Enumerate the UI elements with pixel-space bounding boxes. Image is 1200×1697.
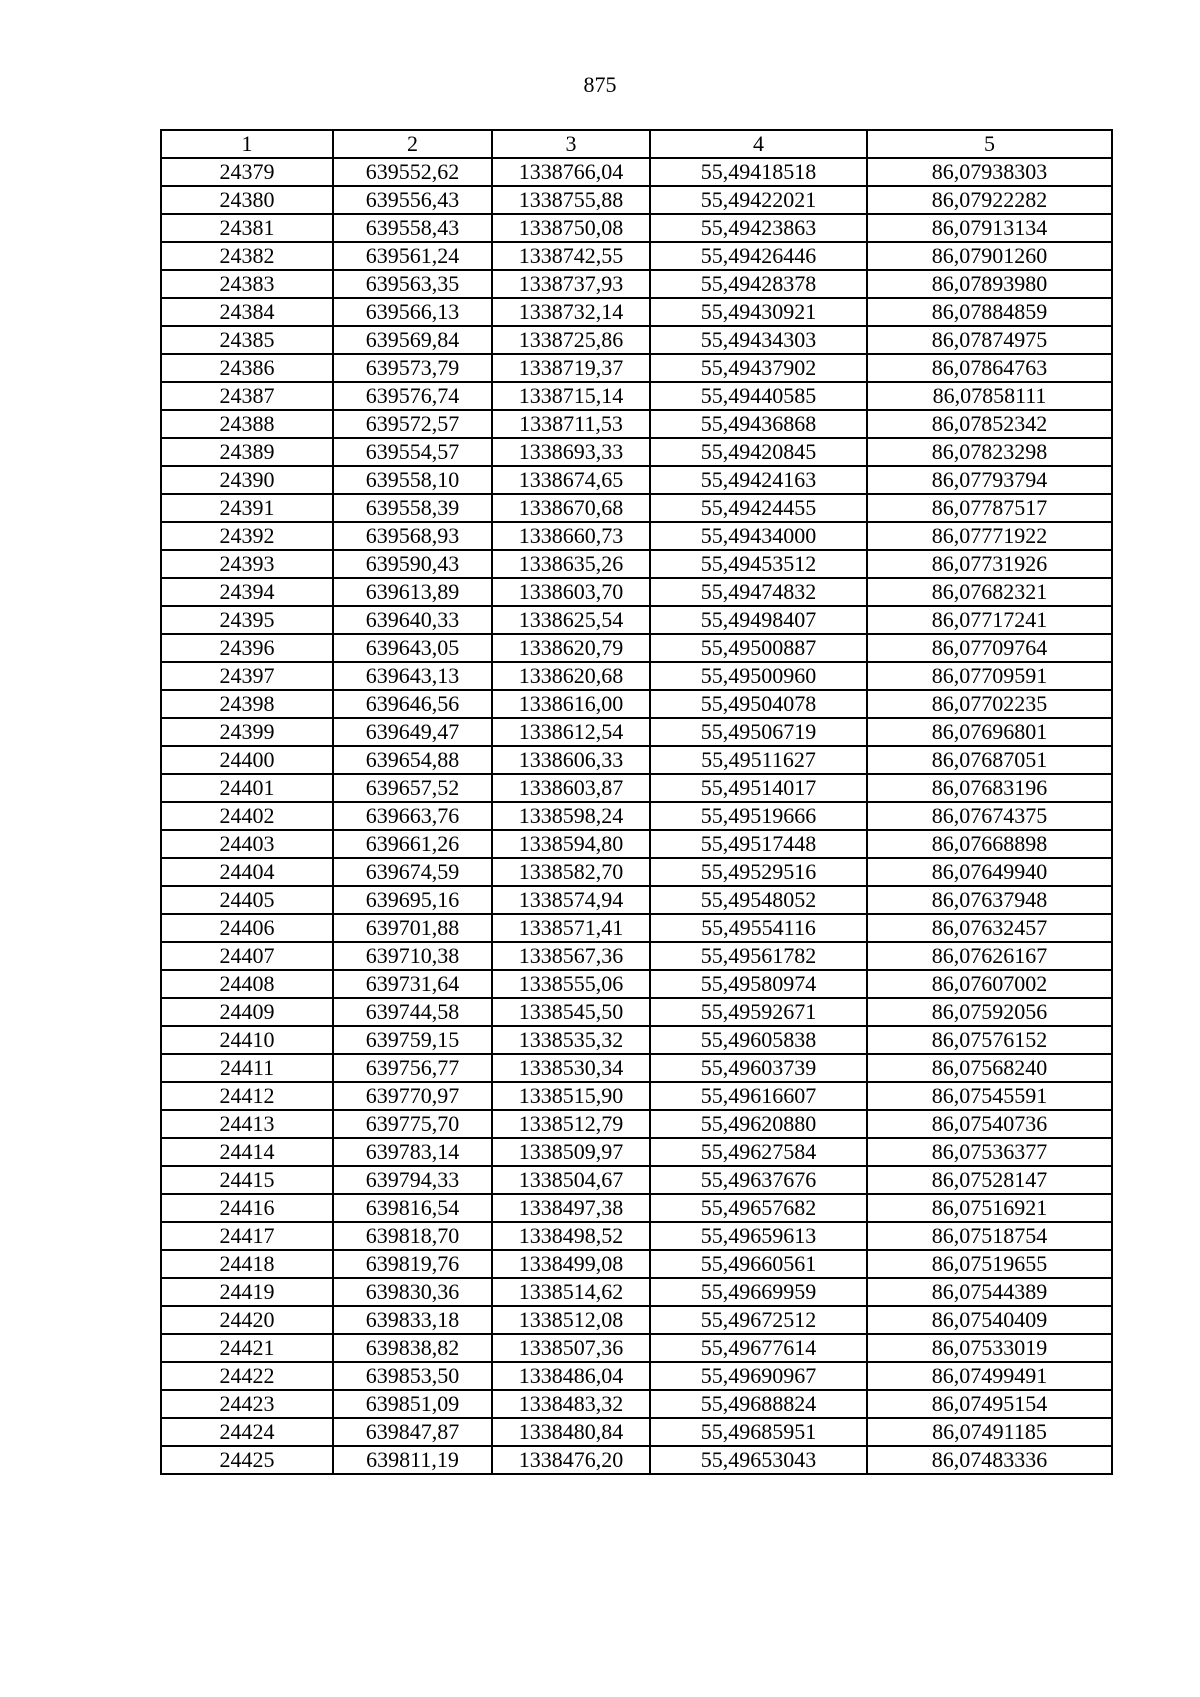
- y-coordinate-cell: 1338620,79: [492, 634, 650, 662]
- longitude-cell: 86,07709764: [867, 634, 1112, 662]
- x-coordinate-cell: 639649,47: [333, 718, 492, 746]
- latitude-cell: 55,49603739: [650, 1054, 867, 1082]
- latitude-cell: 55,49605838: [650, 1026, 867, 1054]
- table-row: [161, 1250, 1112, 1278]
- longitude-cell: 86,07864763: [867, 354, 1112, 382]
- x-coordinate-cell: 639566,13: [333, 298, 492, 326]
- latitude-cell: 55,49685951: [650, 1418, 867, 1446]
- point-number-cell: 24394: [161, 578, 333, 606]
- point-number-cell: 24385: [161, 326, 333, 354]
- latitude-cell: 55,49561782: [650, 942, 867, 970]
- latitude-cell: 55,49653043: [650, 1446, 867, 1474]
- column-header-2: 2: [333, 130, 492, 158]
- table-row: [161, 1082, 1112, 1110]
- table-row: [161, 410, 1112, 438]
- x-coordinate-cell: 639794,33: [333, 1166, 492, 1194]
- table-row: [161, 438, 1112, 466]
- coordinates-table: [160, 129, 1113, 1475]
- x-coordinate-cell: 639756,77: [333, 1054, 492, 1082]
- longitude-cell: 86,07771922: [867, 522, 1112, 550]
- latitude-cell: 55,49424455: [650, 494, 867, 522]
- point-number-cell: 24403: [161, 830, 333, 858]
- y-coordinate-cell: 1338530,34: [492, 1054, 650, 1082]
- header-row: [161, 130, 1112, 158]
- point-number-cell: 24424: [161, 1418, 333, 1446]
- longitude-cell: 86,07649940: [867, 858, 1112, 886]
- point-number-cell: 24405: [161, 886, 333, 914]
- longitude-cell: 86,07499491: [867, 1362, 1112, 1390]
- x-coordinate-cell: 639558,39: [333, 494, 492, 522]
- longitude-cell: 86,07913134: [867, 214, 1112, 242]
- latitude-cell: 55,49436868: [650, 410, 867, 438]
- point-number-cell: 24381: [161, 214, 333, 242]
- latitude-cell: 55,49440585: [650, 382, 867, 410]
- x-coordinate-cell: 639775,70: [333, 1110, 492, 1138]
- x-coordinate-cell: 639674,59: [333, 858, 492, 886]
- table-row: [161, 326, 1112, 354]
- longitude-cell: 86,07536377: [867, 1138, 1112, 1166]
- y-coordinate-cell: 1338499,08: [492, 1250, 650, 1278]
- y-coordinate-cell: 1338635,26: [492, 550, 650, 578]
- latitude-cell: 55,49637676: [650, 1166, 867, 1194]
- latitude-cell: 55,49627584: [650, 1138, 867, 1166]
- x-coordinate-cell: 639573,79: [333, 354, 492, 382]
- table-row: [161, 242, 1112, 270]
- point-number-cell: 24391: [161, 494, 333, 522]
- y-coordinate-cell: 1338504,67: [492, 1166, 650, 1194]
- latitude-cell: 55,49437902: [650, 354, 867, 382]
- latitude-cell: 55,49423863: [650, 214, 867, 242]
- y-coordinate-cell: 1338486,04: [492, 1362, 650, 1390]
- point-number-cell: 24382: [161, 242, 333, 270]
- x-coordinate-cell: 639744,58: [333, 998, 492, 1026]
- point-number-cell: 24384: [161, 298, 333, 326]
- longitude-cell: 86,07852342: [867, 410, 1112, 438]
- table-row: [161, 1194, 1112, 1222]
- table-row: [161, 802, 1112, 830]
- latitude-cell: 55,49434303: [650, 326, 867, 354]
- y-coordinate-cell: 1338574,94: [492, 886, 650, 914]
- y-coordinate-cell: 1338755,88: [492, 186, 650, 214]
- x-coordinate-cell: 639572,57: [333, 410, 492, 438]
- longitude-cell: 86,07528147: [867, 1166, 1112, 1194]
- longitude-cell: 86,07519655: [867, 1250, 1112, 1278]
- latitude-cell: 55,49554116: [650, 914, 867, 942]
- x-coordinate-cell: 639558,10: [333, 466, 492, 494]
- point-number-cell: 24402: [161, 802, 333, 830]
- column-header-4: 4: [650, 130, 867, 158]
- latitude-cell: 55,49418518: [650, 158, 867, 186]
- table-row: [161, 942, 1112, 970]
- longitude-cell: 86,07893980: [867, 270, 1112, 298]
- y-coordinate-cell: 1338555,06: [492, 970, 650, 998]
- latitude-cell: 55,49511627: [650, 746, 867, 774]
- x-coordinate-cell: 639643,13: [333, 662, 492, 690]
- point-number-cell: 24388: [161, 410, 333, 438]
- longitude-cell: 86,07922282: [867, 186, 1112, 214]
- table-row: [161, 1278, 1112, 1306]
- y-coordinate-cell: 1338545,50: [492, 998, 650, 1026]
- point-number-cell: 24383: [161, 270, 333, 298]
- longitude-cell: 86,07731926: [867, 550, 1112, 578]
- longitude-cell: 86,07901260: [867, 242, 1112, 270]
- latitude-cell: 55,49426446: [650, 242, 867, 270]
- longitude-cell: 86,07495154: [867, 1390, 1112, 1418]
- longitude-cell: 86,07674375: [867, 802, 1112, 830]
- x-coordinate-cell: 639710,38: [333, 942, 492, 970]
- x-coordinate-cell: 639731,64: [333, 970, 492, 998]
- latitude-cell: 55,49474832: [650, 578, 867, 606]
- latitude-cell: 55,49688824: [650, 1390, 867, 1418]
- latitude-cell: 55,49677614: [650, 1334, 867, 1362]
- latitude-cell: 55,49500887: [650, 634, 867, 662]
- table-row: [161, 830, 1112, 858]
- x-coordinate-cell: 639847,87: [333, 1418, 492, 1446]
- point-number-cell: 24379: [161, 158, 333, 186]
- point-number-cell: 24387: [161, 382, 333, 410]
- longitude-cell: 86,07516921: [867, 1194, 1112, 1222]
- x-coordinate-cell: 639819,76: [333, 1250, 492, 1278]
- latitude-cell: 55,49548052: [650, 886, 867, 914]
- latitude-cell: 55,49514017: [650, 774, 867, 802]
- x-coordinate-cell: 639643,05: [333, 634, 492, 662]
- latitude-cell: 55,49434000: [650, 522, 867, 550]
- x-coordinate-cell: 639569,84: [333, 326, 492, 354]
- point-number-cell: 24400: [161, 746, 333, 774]
- y-coordinate-cell: 1338715,14: [492, 382, 650, 410]
- x-coordinate-cell: 639818,70: [333, 1222, 492, 1250]
- longitude-cell: 86,07696801: [867, 718, 1112, 746]
- y-coordinate-cell: 1338509,97: [492, 1138, 650, 1166]
- table-row: [161, 690, 1112, 718]
- longitude-cell: 86,07687051: [867, 746, 1112, 774]
- longitude-cell: 86,07874975: [867, 326, 1112, 354]
- table-row: [161, 298, 1112, 326]
- x-coordinate-cell: 639640,33: [333, 606, 492, 634]
- longitude-cell: 86,07626167: [867, 942, 1112, 970]
- table-row: [161, 662, 1112, 690]
- point-number-cell: 24389: [161, 438, 333, 466]
- table-row: [161, 1418, 1112, 1446]
- point-number-cell: 24409: [161, 998, 333, 1026]
- table-row: [161, 1222, 1112, 1250]
- point-number-cell: 24421: [161, 1334, 333, 1362]
- x-coordinate-cell: 639701,88: [333, 914, 492, 942]
- y-coordinate-cell: 1338512,08: [492, 1306, 650, 1334]
- longitude-cell: 86,07545591: [867, 1082, 1112, 1110]
- point-number-cell: 24422: [161, 1362, 333, 1390]
- table-row: [161, 1026, 1112, 1054]
- y-coordinate-cell: 1338612,54: [492, 718, 650, 746]
- x-coordinate-cell: 639816,54: [333, 1194, 492, 1222]
- point-number-cell: 24418: [161, 1250, 333, 1278]
- table-row: [161, 466, 1112, 494]
- latitude-cell: 55,49616607: [650, 1082, 867, 1110]
- x-coordinate-cell: 639576,74: [333, 382, 492, 410]
- latitude-cell: 55,49580974: [650, 970, 867, 998]
- y-coordinate-cell: 1338625,54: [492, 606, 650, 634]
- table-row: [161, 270, 1112, 298]
- table-row: [161, 634, 1112, 662]
- point-number-cell: 24393: [161, 550, 333, 578]
- longitude-cell: 86,07793794: [867, 466, 1112, 494]
- longitude-cell: 86,07540736: [867, 1110, 1112, 1138]
- point-number-cell: 24401: [161, 774, 333, 802]
- longitude-cell: 86,07702235: [867, 690, 1112, 718]
- latitude-cell: 55,49430921: [650, 298, 867, 326]
- table-row: [161, 382, 1112, 410]
- x-coordinate-cell: 639811,19: [333, 1446, 492, 1474]
- x-coordinate-cell: 639759,15: [333, 1026, 492, 1054]
- longitude-cell: 86,07682321: [867, 578, 1112, 606]
- y-coordinate-cell: 1338571,41: [492, 914, 650, 942]
- y-coordinate-cell: 1338603,70: [492, 578, 650, 606]
- point-number-cell: 24420: [161, 1306, 333, 1334]
- latitude-cell: 55,49498407: [650, 606, 867, 634]
- x-coordinate-cell: 639654,88: [333, 746, 492, 774]
- y-coordinate-cell: 1338616,00: [492, 690, 650, 718]
- longitude-cell: 86,07632457: [867, 914, 1112, 942]
- y-coordinate-cell: 1338725,86: [492, 326, 650, 354]
- point-number-cell: 24407: [161, 942, 333, 970]
- x-coordinate-cell: 639830,36: [333, 1278, 492, 1306]
- table-row: [161, 1306, 1112, 1334]
- y-coordinate-cell: 1338498,52: [492, 1222, 650, 1250]
- x-coordinate-cell: 639853,50: [333, 1362, 492, 1390]
- table-row: [161, 1446, 1112, 1474]
- point-number-cell: 24419: [161, 1278, 333, 1306]
- latitude-cell: 55,49453512: [650, 550, 867, 578]
- longitude-cell: 86,07787517: [867, 494, 1112, 522]
- latitude-cell: 55,49422021: [650, 186, 867, 214]
- latitude-cell: 55,49690967: [650, 1362, 867, 1390]
- x-coordinate-cell: 639663,76: [333, 802, 492, 830]
- longitude-cell: 86,07668898: [867, 830, 1112, 858]
- table-row: [161, 1054, 1112, 1082]
- latitude-cell: 55,49420845: [650, 438, 867, 466]
- point-number-cell: 24411: [161, 1054, 333, 1082]
- latitude-cell: 55,49669959: [650, 1278, 867, 1306]
- point-number-cell: 24417: [161, 1222, 333, 1250]
- latitude-cell: 55,49620880: [650, 1110, 867, 1138]
- x-coordinate-cell: 639613,89: [333, 578, 492, 606]
- point-number-cell: 24396: [161, 634, 333, 662]
- y-coordinate-cell: 1338507,36: [492, 1334, 650, 1362]
- longitude-cell: 86,07576152: [867, 1026, 1112, 1054]
- table-row: [161, 1138, 1112, 1166]
- longitude-cell: 86,07709591: [867, 662, 1112, 690]
- y-coordinate-cell: 1338766,04: [492, 158, 650, 186]
- y-coordinate-cell: 1338742,55: [492, 242, 650, 270]
- y-coordinate-cell: 1338497,38: [492, 1194, 650, 1222]
- table-row: [161, 522, 1112, 550]
- table-row: [161, 186, 1112, 214]
- x-coordinate-cell: 639695,16: [333, 886, 492, 914]
- latitude-cell: 55,49519666: [650, 802, 867, 830]
- x-coordinate-cell: 639783,14: [333, 1138, 492, 1166]
- x-coordinate-cell: 639657,52: [333, 774, 492, 802]
- y-coordinate-cell: 1338535,32: [492, 1026, 650, 1054]
- table-row: [161, 550, 1112, 578]
- point-number-cell: 24408: [161, 970, 333, 998]
- x-coordinate-cell: 639661,26: [333, 830, 492, 858]
- longitude-cell: 86,07533019: [867, 1334, 1112, 1362]
- y-coordinate-cell: 1338732,14: [492, 298, 650, 326]
- longitude-cell: 86,07483336: [867, 1446, 1112, 1474]
- latitude-cell: 55,49506719: [650, 718, 867, 746]
- table-body: [161, 158, 1112, 1474]
- latitude-cell: 55,49672512: [650, 1306, 867, 1334]
- table-row: [161, 998, 1112, 1026]
- point-number-cell: 24406: [161, 914, 333, 942]
- point-number-cell: 24395: [161, 606, 333, 634]
- longitude-cell: 86,07717241: [867, 606, 1112, 634]
- table-header: [161, 130, 1112, 158]
- longitude-cell: 86,07884859: [867, 298, 1112, 326]
- y-coordinate-cell: 1338620,68: [492, 662, 650, 690]
- longitude-cell: 86,07637948: [867, 886, 1112, 914]
- x-coordinate-cell: 639563,35: [333, 270, 492, 298]
- point-number-cell: 24425: [161, 1446, 333, 1474]
- y-coordinate-cell: 1338603,87: [492, 774, 650, 802]
- point-number-cell: 24410: [161, 1026, 333, 1054]
- point-number-cell: 24380: [161, 186, 333, 214]
- latitude-cell: 55,49428378: [650, 270, 867, 298]
- point-number-cell: 24413: [161, 1110, 333, 1138]
- point-number-cell: 24399: [161, 718, 333, 746]
- x-coordinate-cell: 639554,57: [333, 438, 492, 466]
- table-row: [161, 746, 1112, 774]
- point-number-cell: 24416: [161, 1194, 333, 1222]
- y-coordinate-cell: 1338693,33: [492, 438, 650, 466]
- point-number-cell: 24390: [161, 466, 333, 494]
- x-coordinate-cell: 639552,62: [333, 158, 492, 186]
- table-row: [161, 858, 1112, 886]
- longitude-cell: 86,07540409: [867, 1306, 1112, 1334]
- y-coordinate-cell: 1338582,70: [492, 858, 650, 886]
- point-number-cell: 24415: [161, 1166, 333, 1194]
- longitude-cell: 86,07683196: [867, 774, 1112, 802]
- y-coordinate-cell: 1338480,84: [492, 1418, 650, 1446]
- column-header-3: 3: [492, 130, 650, 158]
- y-coordinate-cell: 1338606,33: [492, 746, 650, 774]
- longitude-cell: 86,07823298: [867, 438, 1112, 466]
- longitude-cell: 86,07491185: [867, 1418, 1112, 1446]
- longitude-cell: 86,07607002: [867, 970, 1112, 998]
- latitude-cell: 55,49592671: [650, 998, 867, 1026]
- x-coordinate-cell: 639558,43: [333, 214, 492, 242]
- y-coordinate-cell: 1338483,32: [492, 1390, 650, 1418]
- table-row: [161, 1362, 1112, 1390]
- x-coordinate-cell: 639770,97: [333, 1082, 492, 1110]
- x-coordinate-cell: 639838,82: [333, 1334, 492, 1362]
- longitude-cell: 86,07568240: [867, 1054, 1112, 1082]
- longitude-cell: 86,07544389: [867, 1278, 1112, 1306]
- point-number-cell: 24398: [161, 690, 333, 718]
- longitude-cell: 86,07938303: [867, 158, 1112, 186]
- point-number-cell: 24397: [161, 662, 333, 690]
- table-row: [161, 158, 1112, 186]
- x-coordinate-cell: 639851,09: [333, 1390, 492, 1418]
- column-header-1: 1: [161, 130, 333, 158]
- x-coordinate-cell: 639556,43: [333, 186, 492, 214]
- point-number-cell: 24414: [161, 1138, 333, 1166]
- latitude-cell: 55,49660561: [650, 1250, 867, 1278]
- point-number-cell: 24412: [161, 1082, 333, 1110]
- x-coordinate-cell: 639561,24: [333, 242, 492, 270]
- y-coordinate-cell: 1338567,36: [492, 942, 650, 970]
- point-number-cell: 24423: [161, 1390, 333, 1418]
- x-coordinate-cell: 639568,93: [333, 522, 492, 550]
- latitude-cell: 55,49517448: [650, 830, 867, 858]
- longitude-cell: 86,07858111: [867, 382, 1112, 410]
- longitude-cell: 86,07592056: [867, 998, 1112, 1026]
- point-number-cell: 24392: [161, 522, 333, 550]
- y-coordinate-cell: 1338594,80: [492, 830, 650, 858]
- y-coordinate-cell: 1338670,68: [492, 494, 650, 522]
- table-row: [161, 214, 1112, 242]
- y-coordinate-cell: 1338515,90: [492, 1082, 650, 1110]
- table-row: [161, 886, 1112, 914]
- table-row: [161, 774, 1112, 802]
- latitude-cell: 55,49529516: [650, 858, 867, 886]
- latitude-cell: 55,49504078: [650, 690, 867, 718]
- table-row: [161, 914, 1112, 942]
- table-row: [161, 606, 1112, 634]
- y-coordinate-cell: 1338476,20: [492, 1446, 650, 1474]
- longitude-cell: 86,07518754: [867, 1222, 1112, 1250]
- y-coordinate-cell: 1338598,24: [492, 802, 650, 830]
- x-coordinate-cell: 639646,56: [333, 690, 492, 718]
- table-row: [161, 718, 1112, 746]
- x-coordinate-cell: 639833,18: [333, 1306, 492, 1334]
- y-coordinate-cell: 1338674,65: [492, 466, 650, 494]
- table-row: [161, 1334, 1112, 1362]
- table-row: [161, 578, 1112, 606]
- y-coordinate-cell: 1338512,79: [492, 1110, 650, 1138]
- latitude-cell: 55,49657682: [650, 1194, 867, 1222]
- y-coordinate-cell: 1338737,93: [492, 270, 650, 298]
- latitude-cell: 55,49424163: [650, 466, 867, 494]
- table-row: [161, 1110, 1112, 1138]
- table-row: [161, 970, 1112, 998]
- table-row: [161, 1166, 1112, 1194]
- y-coordinate-cell: 1338660,73: [492, 522, 650, 550]
- table-row: [161, 494, 1112, 522]
- point-number-cell: 24386: [161, 354, 333, 382]
- latitude-cell: 55,49659613: [650, 1222, 867, 1250]
- y-coordinate-cell: 1338514,62: [492, 1278, 650, 1306]
- page-number: 875: [583, 72, 617, 97]
- latitude-cell: 55,49500960: [650, 662, 867, 690]
- column-header-5: 5: [867, 130, 1112, 158]
- y-coordinate-cell: 1338750,08: [492, 214, 650, 242]
- point-number-cell: 24404: [161, 858, 333, 886]
- table-row: [161, 354, 1112, 382]
- y-coordinate-cell: 1338719,37: [492, 354, 650, 382]
- y-coordinate-cell: 1338711,53: [492, 410, 650, 438]
- table-row: [161, 1390, 1112, 1418]
- x-coordinate-cell: 639590,43: [333, 550, 492, 578]
